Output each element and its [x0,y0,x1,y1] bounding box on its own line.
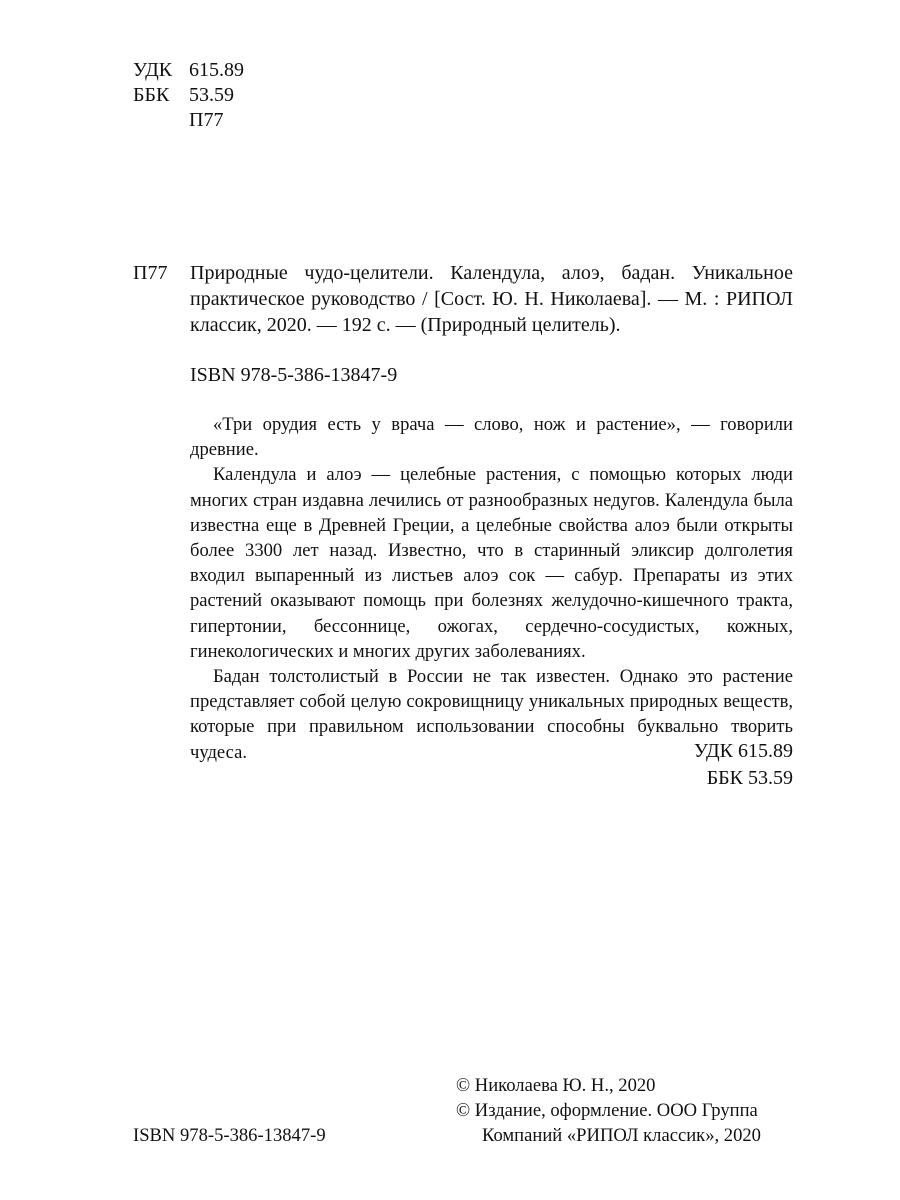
annotation-paragraph-3: Бадан толстолистый в России не так известен. Однако это растение представляет собой целую сокровищницу уникальных природных веществ, которые при правильном использовании способны буквально творить чудеса. [190,666,793,763]
entry-author-mark: П77 [133,262,168,284]
udk-row [133,58,244,83]
entry-description: Природные чудо-целители. Календула, алоэ, бадан. Уникальное практическое руководство / [Сост. Ю. Н. Николаева]. — М. : РИПОЛ классик, 2020. — 192 с. — (Природный целитель). [190,262,793,336]
annotation [190,412,793,765]
annotation-bbk: ББК 53.59 [706,767,793,789]
bbk-row [133,83,244,108]
annotation-paragraph-1: «Три орудия есть у врача — слово, нож и растение», — говорили древние. [190,414,793,461]
annotation-udk: УДК 615.89 [693,740,793,762]
copyright-edition-line2: Компаний «РИПОЛ классик», 2020 [482,1125,761,1146]
footer-isbn: ISBN 978-5-386-13847-9 [133,1125,326,1146]
bbk-label: ББК [133,84,170,106]
author-mark: П77 [189,109,224,131]
copyright-block [456,1073,761,1148]
udk-label: УДК [133,59,173,81]
udk-value: 615.89 [189,59,244,81]
annotation-codes [600,738,793,792]
annotation-paragraph-2: Календула и алоэ — целебные растения, с помощью которых люди многих стран издавна лечились от разнообразных недугов. Календула была известна еще в Древней Греции, а целебные свойства алоэ были открыты более 3300 лет назад. Известно, что в старинный эликсир долголетия входил выпаренный из листьев алоэ сок — сабур. Препараты из этих растений оказывают помощь при болезнях желудочно-кишечного тракта, гипертонии, бессоннице, ожогах, сердечно-сосудистых, кожных, гинекологических и многих других заболеваниях. [190,464,793,662]
bbk-value: 53.59 [189,84,234,106]
bibliographic-entry [133,260,793,338]
entry-isbn: ISBN 978-5-386-13847-9 [190,364,398,386]
copyright-author: © Николаева Ю. Н., 2020 [456,1075,656,1096]
classification-codes [133,58,244,133]
copyright-edition-line1: © Издание, оформление. ООО Группа [456,1100,758,1121]
